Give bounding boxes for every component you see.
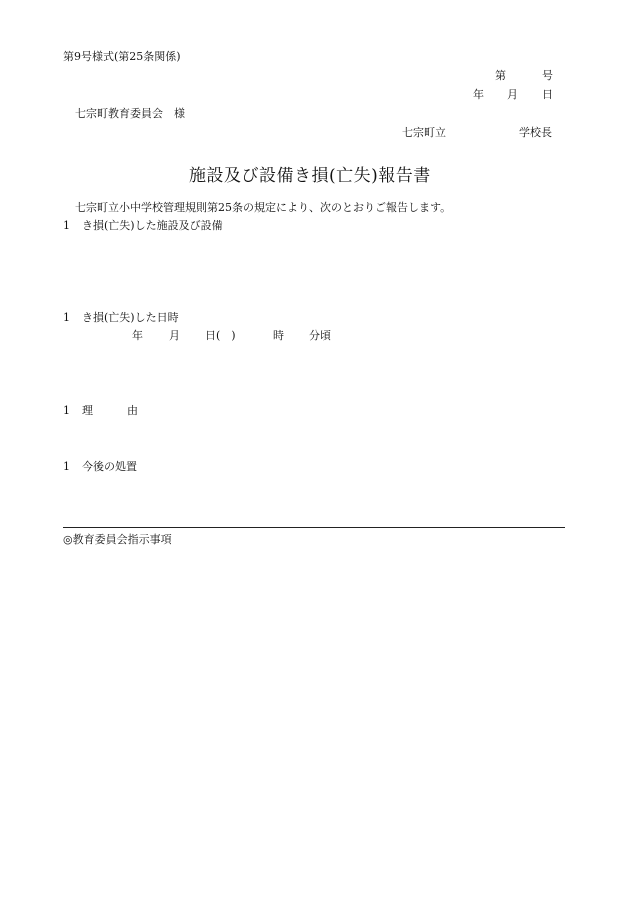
document-number-go: 号 (542, 69, 553, 82)
datetime-year: 年 (132, 329, 143, 342)
section-facilities-label: き損(亡失)した施設及び設備 (82, 219, 223, 232)
separator-line (63, 527, 565, 528)
datetime-month: 月 (169, 329, 180, 342)
section-datetime-number: 1 (63, 311, 70, 324)
section-disposal-label: 今後の処置 (82, 460, 137, 473)
school-prefix: 七宗町立 (402, 126, 446, 139)
page-title: 施設及び設備き損(亡失)報告書 (189, 166, 431, 186)
form-label: 第9号様式(第25条関係) (63, 50, 181, 63)
date-month: 月 (507, 88, 518, 101)
document-number-dai: 第 (495, 69, 506, 82)
section-reason-label-a: 理 (82, 404, 93, 417)
board-instructions-label: ◎教育委員会指示事項 (63, 533, 172, 546)
section-datetime-label: き損(亡失)した日時 (82, 311, 179, 324)
section-facilities-number: 1 (63, 219, 70, 232)
date-day: 日 (542, 88, 553, 101)
section-reason-label-b: 由 (127, 404, 138, 417)
school-suffix: 学校長 (519, 126, 552, 139)
date-year: 年 (473, 88, 484, 101)
datetime-hour: 時 (273, 329, 284, 342)
section-reason-number: 1 (63, 404, 70, 417)
intro-text: 七宗町立小中学校管理規則第25条の規定により、次のとおりご報告します。 (75, 201, 452, 214)
section-disposal-number: 1 (63, 460, 70, 473)
datetime-day: 日( ) (205, 329, 236, 342)
datetime-minute: 分頃 (309, 329, 331, 342)
addressee: 七宗町教育委員会 様 (75, 107, 185, 120)
